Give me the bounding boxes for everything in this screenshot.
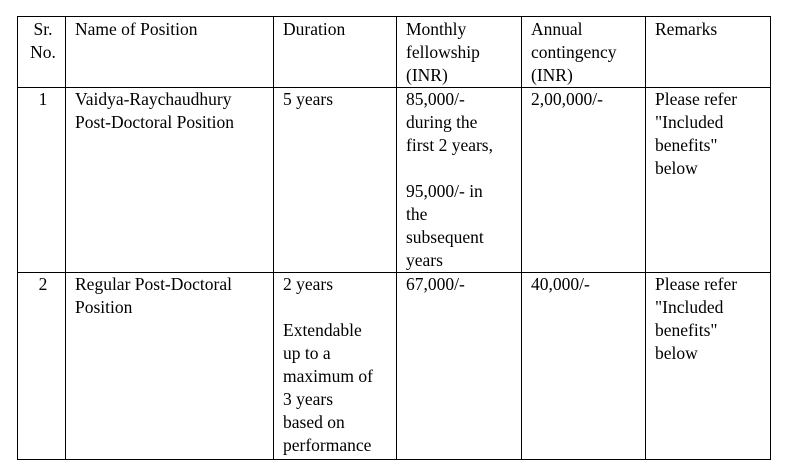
row-1-annual-contingency: 2,00,000/-: [522, 88, 646, 273]
header-duration: Duration: [274, 17, 397, 88]
row-2-duration: 2 years Extendable up to a maximum of 3 years based on performance: [274, 273, 397, 460]
table-row: [18, 273, 771, 460]
row-2-annual-contingency: 40,000/-: [522, 273, 646, 460]
row-1-duration: 5 years: [274, 88, 397, 273]
row-1-position-name: Vaidya-Raychaudhury Post-Doctoral Position: [66, 88, 274, 273]
row-2-sr-no: 2: [18, 273, 66, 460]
header-remarks: Remarks: [646, 17, 771, 88]
fellowship-table: [17, 16, 771, 460]
row-2-position-name: Regular Post-Doctoral Position: [66, 273, 274, 460]
header-annual-contingency: Annual contingency (INR): [522, 17, 646, 88]
header-sr-no: Sr. No.: [18, 17, 66, 88]
header-monthly-fellowship: Monthly fellowship (INR): [397, 17, 522, 88]
table-row: [18, 88, 771, 273]
row-2-remarks: Please refer "Included benefits" below: [646, 273, 771, 460]
row-1-monthly-fellowship: 85,000/- during the first 2 years, 95,000/- in the subsequent years: [397, 88, 522, 273]
row-2-monthly-fellowship: 67,000/-: [397, 273, 522, 460]
header-name-of-position: Name of Position: [66, 17, 274, 88]
row-1-sr-no: 1: [18, 88, 66, 273]
row-1-remarks: Please refer "Included benefits" below: [646, 88, 771, 273]
table-header-row: [18, 17, 771, 88]
